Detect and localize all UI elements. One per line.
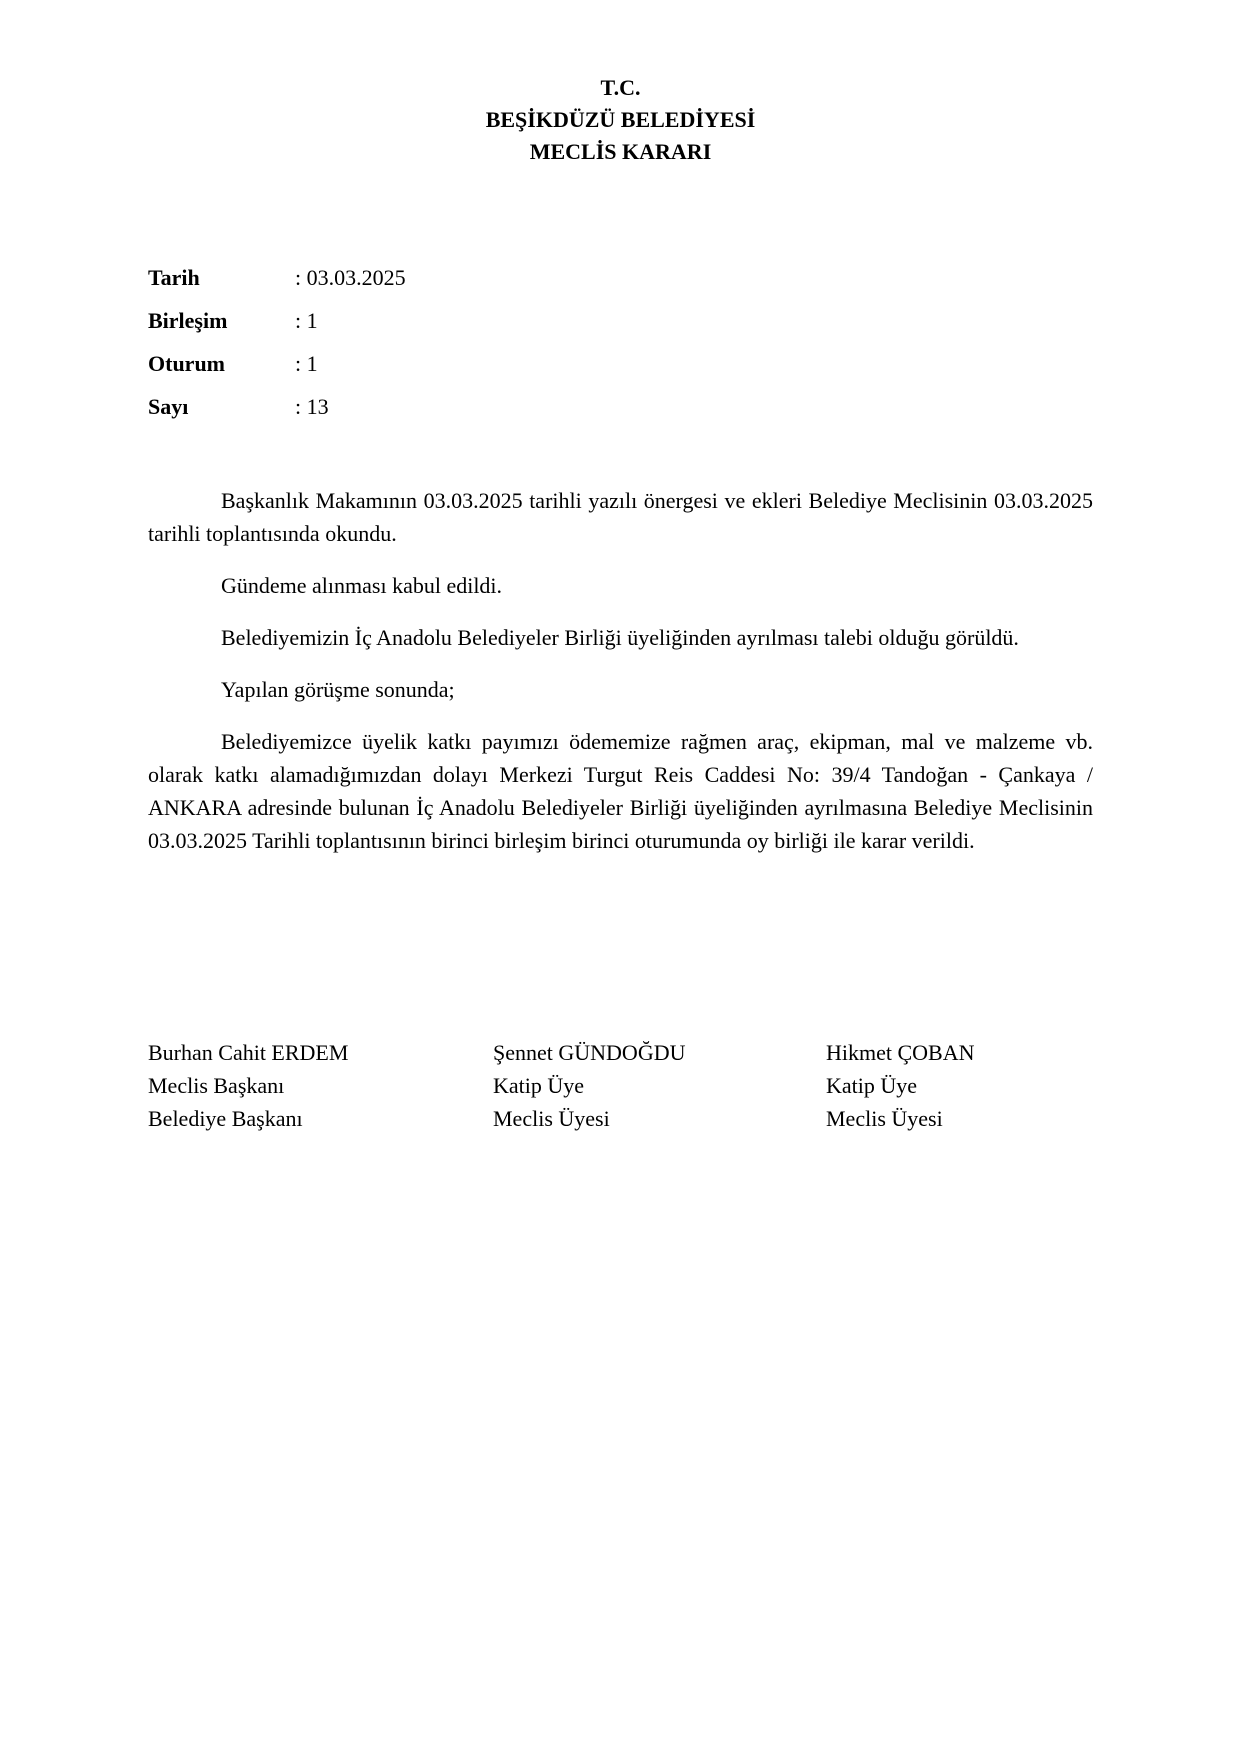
meta-label: Tarih <box>148 264 200 290</box>
meta-row-tarih <box>148 256 406 299</box>
meta-value: : 1 <box>295 307 318 333</box>
header-line-municipality: BEŞİKDÜZÜ BELEDİYESİ <box>485 107 756 132</box>
meta-value: : 13 <box>295 393 329 419</box>
signature-clerk-1 <box>493 1036 685 1135</box>
header-line-tc: T.C. <box>600 75 641 100</box>
meta-label: Birleşim <box>148 307 228 333</box>
signatory-role: Belediye Başkanı <box>148 1106 303 1131</box>
signatory-role: Meclis Üyesi <box>493 1106 610 1131</box>
body-paragraph: Belediyemizce üyelik katkı payımızı ödememize rağmen araç, ekipman, mal ve malzeme vb. olarak katkı alamadığımızdan dolayı Merkezi Turgut Reis Caddesi No: 39/4 Tandoğan - Çankaya / ANKARA adresinde bulunan İç Anadolu Belediyeler Birliği üyeliğinden ayrılmasına Belediye Meclisinin 03.03.2025 Tarihli toplantısının birinci birleşim birinci oturumunda oy birliği ile karar verildi. <box>148 729 1093 853</box>
signatory-role: Meclis Üyesi <box>826 1106 943 1131</box>
body-paragraph: Başkanlık Makamının 03.03.2025 tarihli yazılı önergesi ve ekleri Belediye Meclisinin 03.03.2025 tarihli toplantısında okundu. <box>148 488 1093 546</box>
signatory-name: Hikmet ÇOBAN <box>826 1040 975 1065</box>
signatory-role: Meclis Başkanı <box>148 1073 285 1098</box>
signature-chairman <box>148 1036 348 1135</box>
meta-row-birlesim <box>148 299 406 342</box>
signature-clerk-2 <box>826 1036 975 1135</box>
meta-row-oturum <box>148 342 406 385</box>
document-header <box>148 72 1093 168</box>
body-paragraph: Yapılan görüşme sonunda; <box>221 677 455 702</box>
header-line-title: MECLİS KARARI <box>529 139 712 164</box>
signatory-role: Katip Üye <box>493 1073 585 1098</box>
signatory-role: Katip Üye <box>826 1073 918 1098</box>
meta-value: : 1 <box>295 350 318 376</box>
meta-value: : 03.03.2025 <box>295 264 406 290</box>
meta-row-sayi <box>148 385 406 428</box>
body-paragraph: Gündeme alınması kabul edildi. <box>221 573 503 598</box>
decision-body <box>148 484 1093 876</box>
body-paragraph: Belediyemizin İç Anadolu Belediyeler Birliği üyeliğinden ayrılması talebi olduğu görüldü. <box>221 625 1019 650</box>
signatory-name: Şennet GÜNDOĞDU <box>493 1040 686 1065</box>
signatory-name: Burhan Cahit ERDEM <box>148 1040 349 1065</box>
meta-label: Sayı <box>148 393 189 419</box>
meta-label: Oturum <box>148 350 225 376</box>
decision-meta <box>148 256 406 428</box>
